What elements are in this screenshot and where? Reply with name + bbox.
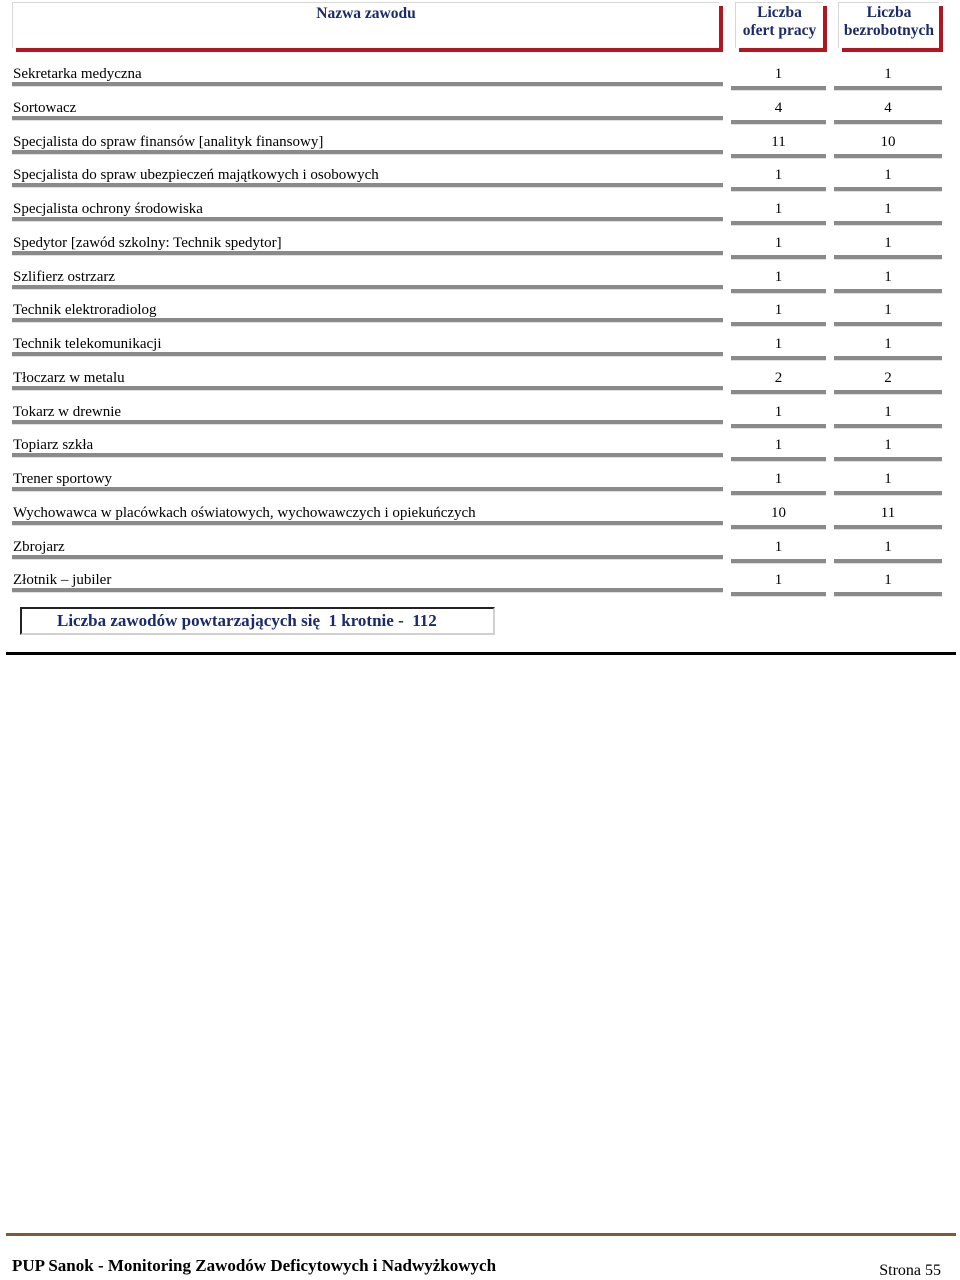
job-offers-cell: 1: [731, 435, 826, 461]
table-row: [0, 537, 960, 571]
occupation-cell: Technik elektroradiolog: [12, 300, 723, 322]
table-row: [0, 368, 960, 402]
unemployed-cell: 11: [834, 503, 942, 529]
table-row: [0, 503, 960, 537]
table-row: [0, 64, 960, 98]
unemployed-cell: 1: [834, 402, 942, 428]
occupation-cell: Specjalista ochrony środowiska: [12, 199, 723, 221]
table-row: [0, 469, 960, 503]
table-row: [0, 233, 960, 267]
job-offers-cell: 11: [731, 132, 826, 158]
table-row: [0, 98, 960, 132]
job-offers-cell: 4: [731, 98, 826, 124]
unemployed-cell: 1: [834, 435, 942, 461]
column-header-job-offers-line2: ofert pracy: [742, 22, 817, 39]
column-header-unemployed-line2: bezrobotnych: [843, 22, 935, 39]
unemployed-cell: 1: [834, 267, 942, 293]
job-offers-cell: 1: [731, 570, 826, 596]
table-row: [0, 165, 960, 199]
occupation-cell: Topiarz szkła: [12, 435, 723, 457]
job-offers-cell: 2: [731, 368, 826, 394]
table-row: [0, 300, 960, 334]
unemployed-cell: 1: [834, 64, 942, 90]
occupation-cell: Spedytor [zawód szkolny: Technik spedytor]: [12, 233, 723, 255]
occupation-cell: Tokarz w drewnie: [12, 402, 723, 424]
job-offers-cell: 1: [731, 334, 826, 360]
occupation-cell: Specjalista do spraw finansów [analityk finansowy]: [12, 132, 723, 154]
unemployed-cell: 1: [834, 537, 942, 563]
unemployed-cell: 1: [834, 233, 942, 259]
occupation-cell: Zbrojarz: [12, 537, 723, 559]
table-row: [0, 435, 960, 469]
table-row: [0, 402, 960, 436]
occupation-cell: Wychowawca w placówkach oświatowych, wychowawczych i opiekuńczych: [12, 503, 723, 525]
job-offers-cell: 10: [731, 503, 826, 529]
occupation-cell: Szlifierz ostrzarz: [12, 267, 723, 289]
occupation-cell: Złotnik – jubiler: [12, 570, 723, 592]
section-divider: [6, 652, 956, 655]
job-offers-cell: 1: [731, 199, 826, 225]
unemployed-cell: 1: [834, 300, 942, 326]
column-header-job-offers-line1: Liczba: [757, 4, 802, 21]
column-header-job-offers: [735, 2, 823, 48]
footer-title: PUP Sanok - Monitoring Zawodów Deficytowych i Nadwyżkowych: [12, 1256, 497, 1275]
unemployed-cell: 1: [834, 199, 942, 225]
unemployed-cell: 10: [834, 132, 942, 158]
occupation-cell: Technik telekomunikacji: [12, 334, 723, 356]
summary-box: Liczba zawodów powtarzających się 1 krotnie - 112: [20, 607, 495, 635]
job-offers-cell: 1: [731, 267, 826, 293]
occupation-cell: Tłoczarz w metalu: [12, 368, 723, 390]
occupation-cell: Sekretarka medyczna: [12, 64, 723, 86]
job-offers-cell: 1: [731, 537, 826, 563]
table-row: [0, 199, 960, 233]
page-number: Strona 55: [879, 1262, 941, 1279]
unemployed-cell: 1: [834, 165, 942, 191]
job-offers-cell: 1: [731, 300, 826, 326]
occupation-cell: Specjalista do spraw ubezpieczeń majątkowych i osobowych: [12, 165, 723, 187]
occupation-cell: Trener sportowy: [12, 469, 723, 491]
column-header-occupation-label: Nazwa zawodu: [316, 5, 416, 22]
unemployed-cell: 1: [834, 469, 942, 495]
table-row: [0, 132, 960, 166]
table-row: [0, 334, 960, 368]
unemployed-cell: 1: [834, 570, 942, 596]
column-header-unemployed: [838, 2, 939, 48]
job-offers-cell: 1: [731, 402, 826, 428]
table-row: [0, 570, 960, 604]
column-header-occupation: [12, 2, 719, 48]
job-offers-cell: 1: [731, 64, 826, 90]
job-offers-cell: 1: [731, 165, 826, 191]
job-offers-cell: 1: [731, 469, 826, 495]
unemployed-cell: 2: [834, 368, 942, 394]
footer-divider: [6, 1233, 956, 1236]
unemployed-cell: 4: [834, 98, 942, 124]
table-row: [0, 267, 960, 301]
occupation-cell: Sortowacz: [12, 98, 723, 120]
unemployed-cell: 1: [834, 334, 942, 360]
column-header-unemployed-line1: Liczba: [866, 4, 912, 21]
job-offers-cell: 1: [731, 233, 826, 259]
